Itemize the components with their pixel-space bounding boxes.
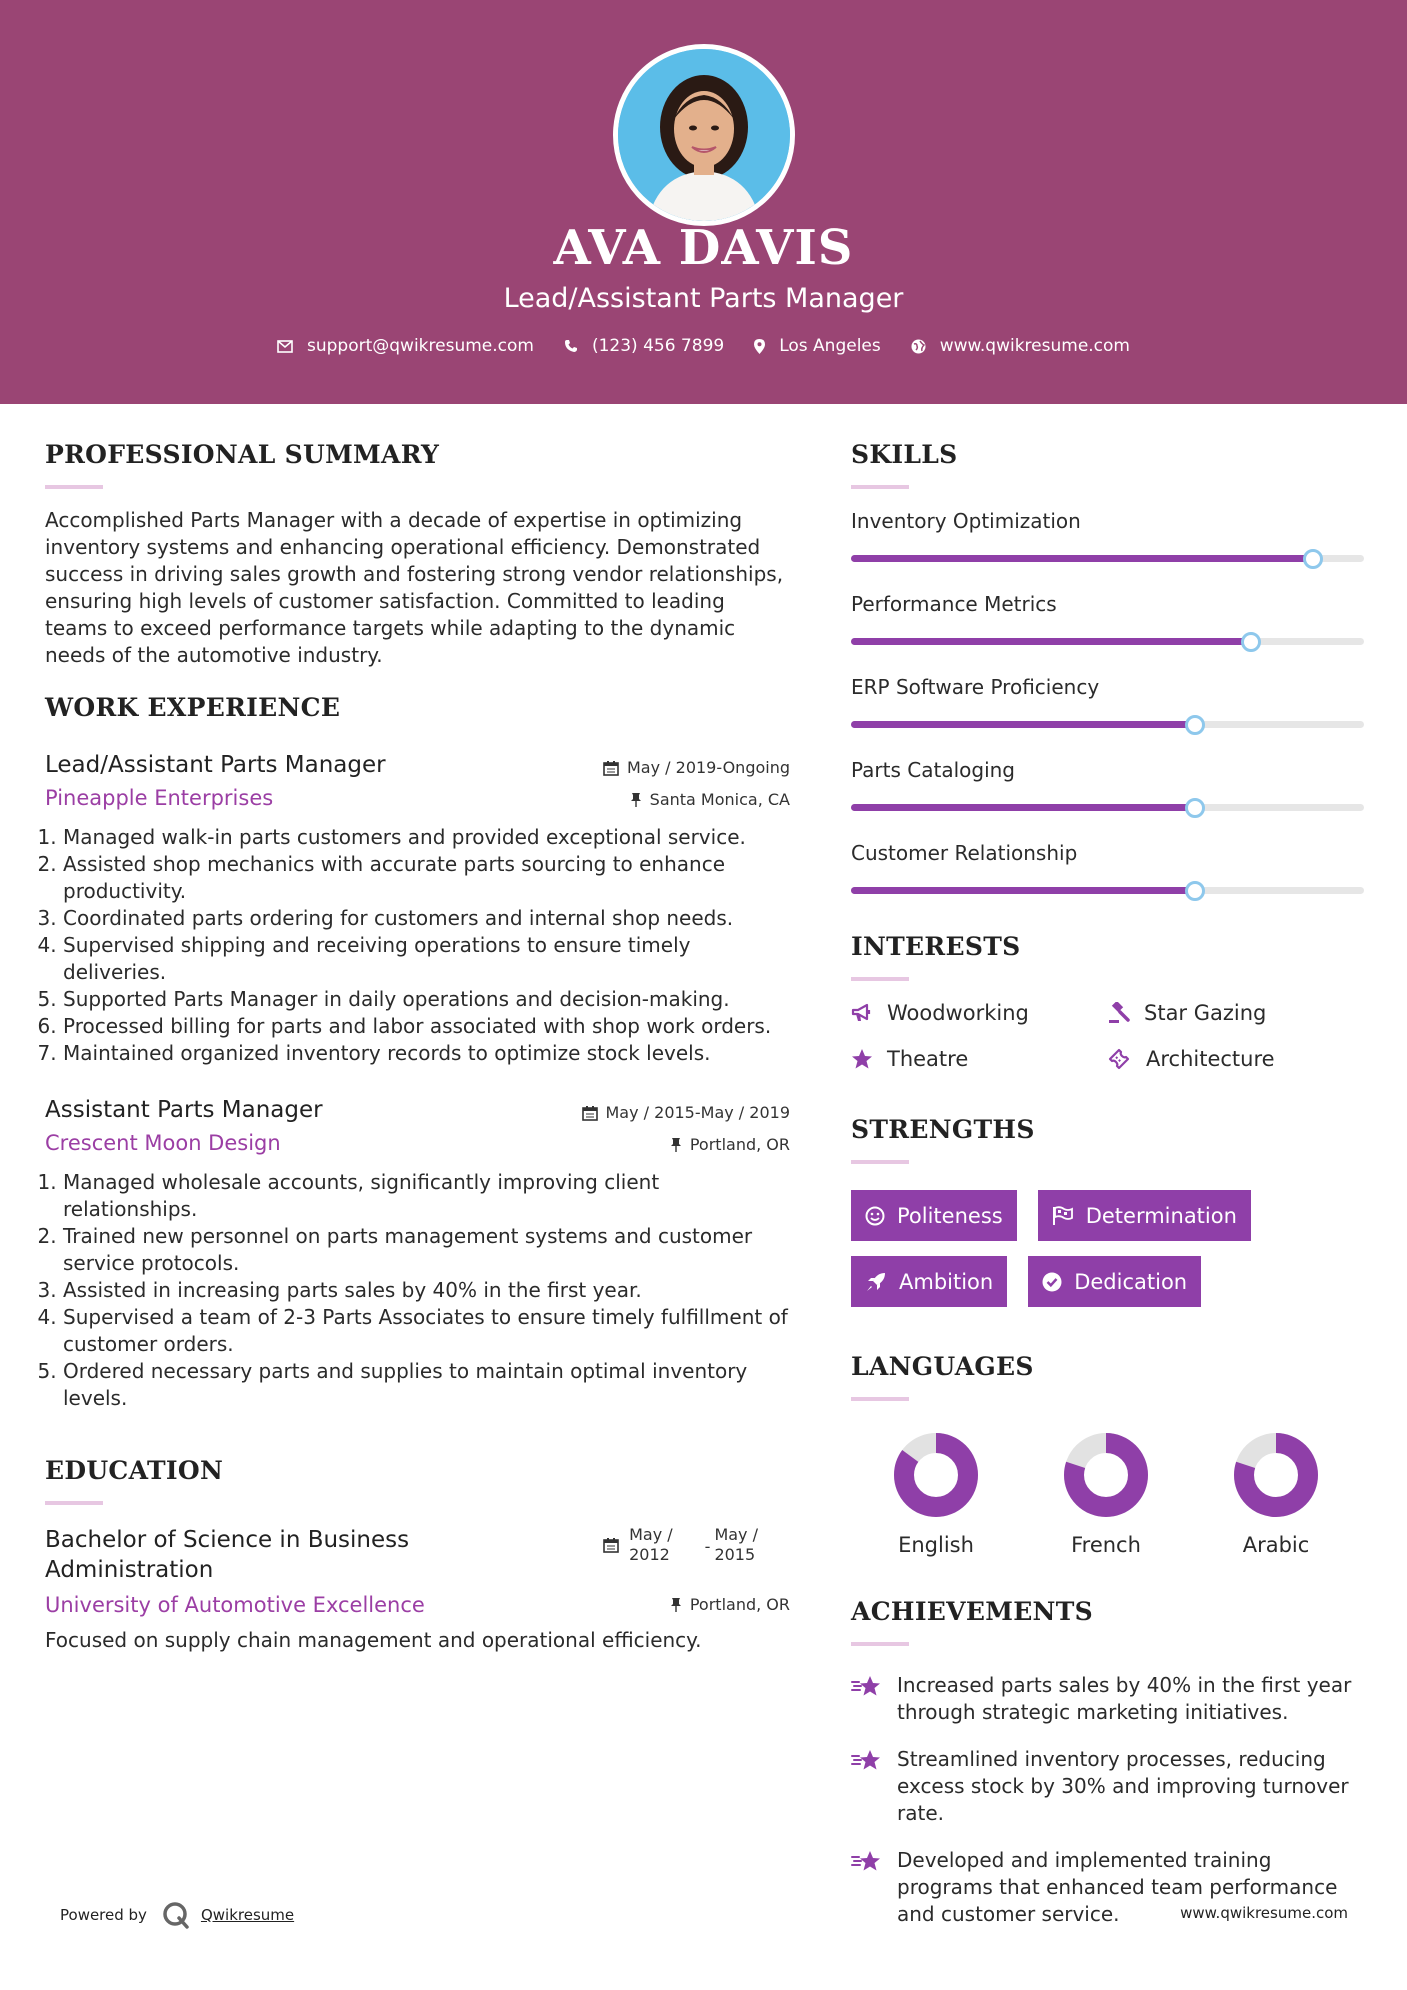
right-column xyxy=(851,440,1366,1948)
skill-knob xyxy=(1185,881,1205,901)
experience-section xyxy=(45,693,790,1412)
degree-line-1: Bachelor of Science in Business xyxy=(45,1527,410,1553)
skill-fill xyxy=(851,721,1195,728)
achievement-text: Increased parts sales by 40% in the first year through strategic marketing initiatives. xyxy=(897,1673,1352,1724)
contact-location xyxy=(754,336,881,356)
skill-item xyxy=(851,509,1366,562)
strengths-heading: STRENGTHS xyxy=(851,1115,1035,1144)
skill-bar xyxy=(851,887,1364,894)
interests-section xyxy=(851,932,1366,1071)
phone-text[interactable]: (123) 456 7899 xyxy=(591,336,725,356)
education-description: Focused on supply chain management and operational efficiency. xyxy=(45,1628,702,1652)
interests-rule xyxy=(851,977,909,981)
skill-item xyxy=(851,758,1366,811)
summary-rule xyxy=(45,485,103,489)
education-rule xyxy=(45,1501,103,1505)
interest-item xyxy=(851,1047,1108,1071)
resume-header xyxy=(0,0,1407,404)
language-item xyxy=(1191,1431,1361,1557)
globe-icon xyxy=(911,339,926,354)
strength-label: Dedication xyxy=(1074,1269,1188,1294)
contact-email[interactable] xyxy=(277,336,534,356)
date-separator: - xyxy=(704,1537,711,1556)
skill-fill xyxy=(851,804,1195,811)
contact-website[interactable] xyxy=(911,336,1130,356)
skill-bar xyxy=(851,555,1364,562)
languages-section xyxy=(851,1352,1366,1557)
skill-label: Customer Relationship xyxy=(851,841,1078,865)
skill-fill xyxy=(851,555,1313,562)
job-location xyxy=(630,790,790,809)
strength-badge xyxy=(1038,1190,1251,1241)
summary-text: Accomplished Parts Manager with a decade of expertise in optimizing inventory systems and enhancing operational efficiency. Demonstrated success in driving sales growth and fostering strong vendor relationships, ensuring high levels of customer satisfaction. Committed to leading teams to exceed performance targets while adapting to the dynamic needs of the automotive industry. xyxy=(45,508,784,667)
candidate-name: AVA DAVIS xyxy=(553,220,854,276)
profile-photo xyxy=(613,44,795,226)
website-text[interactable]: www.qwikresume.com xyxy=(939,336,1130,356)
strength-label: Ambition xyxy=(899,1269,994,1294)
calendar-icon xyxy=(603,1537,619,1553)
interests-grid xyxy=(851,1001,1366,1071)
skill-item xyxy=(851,841,1366,894)
job-location-text: Santa Monica, CA xyxy=(649,790,790,809)
pushpin-icon xyxy=(670,1137,682,1153)
duty-item: 2. Trained new personnel on parts management systems and customer service protocols. xyxy=(63,1223,790,1277)
education-dates xyxy=(603,1525,758,1565)
skill-label: Inventory Optimization xyxy=(851,509,1081,533)
interest-label: Theatre xyxy=(887,1047,969,1071)
end-date xyxy=(714,1525,758,1565)
achievements-heading: ACHIEVEMENTS xyxy=(851,1597,1093,1626)
languages-list xyxy=(851,1431,1366,1557)
strength-badge xyxy=(1028,1256,1201,1307)
language-donut xyxy=(1232,1431,1320,1519)
duty-item: 1. Managed wholesale accounts, significantly improving client relationships. xyxy=(63,1169,790,1223)
duty-item: 1. Managed walk-in parts customers and provided exceptional service. xyxy=(63,824,790,851)
skill-bar xyxy=(851,804,1364,811)
duty-item: 3. Assisted in increasing parts sales by 40% in the first year. xyxy=(63,1277,790,1304)
check-circle-icon xyxy=(1042,1272,1062,1292)
interest-label: Woodworking xyxy=(887,1001,1029,1025)
summary-heading: PROFESSIONAL SUMMARY xyxy=(45,440,440,469)
achievements-section xyxy=(851,1597,1366,1928)
duty-list xyxy=(45,1169,790,1412)
skill-knob xyxy=(1185,798,1205,818)
powered-by-text: Powered by xyxy=(60,1906,147,1924)
skills-section xyxy=(851,440,1366,894)
brand-link[interactable]: Qwikresume xyxy=(200,1906,295,1924)
strength-label: Politeness xyxy=(897,1203,1003,1228)
skill-fill xyxy=(851,887,1195,894)
languages-rule xyxy=(851,1397,909,1401)
language-donut xyxy=(892,1431,980,1519)
footer-powered-by xyxy=(60,1900,294,1930)
star-icon xyxy=(851,1048,873,1070)
duty-item: 6. Processed billing for parts and labor associated with shop work orders. xyxy=(63,1013,790,1040)
start-date xyxy=(629,1525,673,1565)
footer-website[interactable]: www.qwikresume.com xyxy=(1180,1904,1348,1922)
phone-icon xyxy=(564,339,578,353)
language-label: English xyxy=(898,1533,974,1557)
map-pin-icon xyxy=(754,339,765,354)
job-title: Assistant Parts Manager xyxy=(45,1097,323,1123)
megaphone-icon xyxy=(851,1003,873,1023)
duty-item: 7. Maintained organized inventory records to optimize stock levels. xyxy=(63,1040,790,1067)
contact-bar xyxy=(0,336,1407,356)
language-label: French xyxy=(1071,1533,1141,1557)
gavel-icon xyxy=(1108,1002,1130,1024)
skill-item xyxy=(851,592,1366,645)
achievement-item xyxy=(851,1746,1366,1827)
interest-item xyxy=(1108,1047,1365,1071)
skill-fill xyxy=(851,638,1251,645)
skill-knob xyxy=(1303,549,1323,569)
duty-list xyxy=(45,824,790,1067)
job-entry xyxy=(45,752,790,1067)
candidate-title: Lead/Assistant Parts Manager xyxy=(503,283,904,314)
job-dates xyxy=(582,1103,791,1122)
job-dates-text: May / 2015-May / 2019 xyxy=(605,1103,790,1122)
job-company: Pineapple Enterprises xyxy=(45,786,274,810)
interest-item xyxy=(1108,1001,1365,1025)
interest-label: Star Gazing xyxy=(1144,1001,1267,1025)
job-location xyxy=(670,1135,790,1154)
languages-heading: LANGUAGES xyxy=(851,1352,1034,1381)
achievement-item xyxy=(851,1672,1366,1726)
interests-heading: INTERESTS xyxy=(851,932,1021,961)
ticket-icon xyxy=(1108,1048,1132,1070)
strengths-section xyxy=(851,1115,1366,1322)
achievements-rule xyxy=(851,1642,909,1646)
calendar-icon xyxy=(582,1105,598,1121)
shooting-star-icon xyxy=(851,1849,883,1875)
interest-item xyxy=(851,1001,1108,1025)
education-location xyxy=(670,1595,790,1614)
skill-label: Performance Metrics xyxy=(851,592,1057,616)
duty-item: 4. Supervised a team of 2-3 Parts Associates to ensure timely fulfillment of customer orders. xyxy=(63,1304,790,1358)
strengths-list xyxy=(851,1190,1366,1322)
achievement-text: Developed and implemented training programs that enhanced team performance and customer service. xyxy=(897,1848,1338,1926)
education-location-text: Portland, OR xyxy=(689,1595,790,1614)
location-text: Los Angeles xyxy=(779,336,881,356)
duty-item: 5. Supported Parts Manager in daily operations and decision-making. xyxy=(63,986,790,1013)
flag-icon xyxy=(1052,1206,1074,1226)
education-entry xyxy=(45,1525,790,1654)
smile-icon xyxy=(865,1206,885,1226)
degree-line-2: Administration xyxy=(45,1557,214,1583)
language-item xyxy=(1021,1431,1191,1557)
qwikresume-logo-icon xyxy=(161,1900,191,1930)
skill-item xyxy=(851,675,1366,728)
contact-phone[interactable] xyxy=(564,336,724,356)
envelope-icon xyxy=(277,340,293,353)
skill-knob xyxy=(1185,715,1205,735)
language-label: Arabic xyxy=(1242,1533,1310,1557)
education-heading: EDUCATION xyxy=(45,1456,224,1485)
start-month: May / xyxy=(629,1525,673,1544)
language-donut xyxy=(1062,1431,1150,1519)
left-column xyxy=(45,440,790,1654)
shooting-star-icon xyxy=(851,1748,883,1774)
calendar-icon xyxy=(603,760,619,776)
job-location-text: Portland, OR xyxy=(689,1135,790,1154)
rocket-icon xyxy=(865,1271,887,1293)
interest-label: Architecture xyxy=(1146,1047,1275,1071)
skills-list xyxy=(851,509,1366,894)
skill-knob xyxy=(1241,632,1261,652)
job-dates-text: May / 2019-Ongoing xyxy=(627,758,790,777)
shooting-star-icon xyxy=(851,1674,883,1700)
duty-item: 2. Assisted shop mechanics with accurate parts sourcing to enhance productivity. xyxy=(63,851,790,905)
education-section xyxy=(45,1456,790,1654)
pushpin-icon xyxy=(630,792,642,808)
strength-badge xyxy=(851,1256,1007,1307)
skill-label: ERP Software Proficiency xyxy=(851,675,1100,699)
pushpin-icon xyxy=(670,1597,682,1613)
skill-label: Parts Cataloging xyxy=(851,758,1015,782)
skills-rule xyxy=(851,485,909,489)
achievements-list xyxy=(851,1672,1366,1928)
summary-section xyxy=(45,440,790,669)
duty-item: 3. Coordinated parts ordering for customers and internal shop needs. xyxy=(63,905,790,932)
experience-heading: WORK EXPERIENCE xyxy=(45,693,341,722)
strength-badge xyxy=(851,1190,1017,1241)
strength-label: Determination xyxy=(1085,1203,1237,1228)
job-company: Crescent Moon Design xyxy=(45,1131,281,1155)
skills-heading: SKILLS xyxy=(851,440,958,469)
end-month: May / xyxy=(714,1525,758,1544)
email-text[interactable]: support@qwikresume.com xyxy=(307,336,534,356)
job-dates xyxy=(603,758,790,777)
job-entry xyxy=(45,1097,790,1412)
end-year: 2015 xyxy=(714,1545,756,1564)
language-item xyxy=(851,1431,1021,1557)
duty-item: 5. Ordered necessary parts and supplies to maintain optimal inventory levels. xyxy=(63,1358,790,1412)
strengths-rule xyxy=(851,1160,909,1164)
skill-bar xyxy=(851,721,1364,728)
achievement-text: Streamlined inventory processes, reducing excess stock by 30% and improving turnover rate. xyxy=(897,1747,1349,1825)
school-name: University of Automotive Excellence xyxy=(45,1593,425,1617)
duty-item: 4. Supervised shipping and receiving operations to ensure timely deliveries. xyxy=(63,932,790,986)
start-year: 2012 xyxy=(629,1545,670,1564)
job-title: Lead/Assistant Parts Manager xyxy=(45,752,386,778)
skill-bar xyxy=(851,638,1364,645)
